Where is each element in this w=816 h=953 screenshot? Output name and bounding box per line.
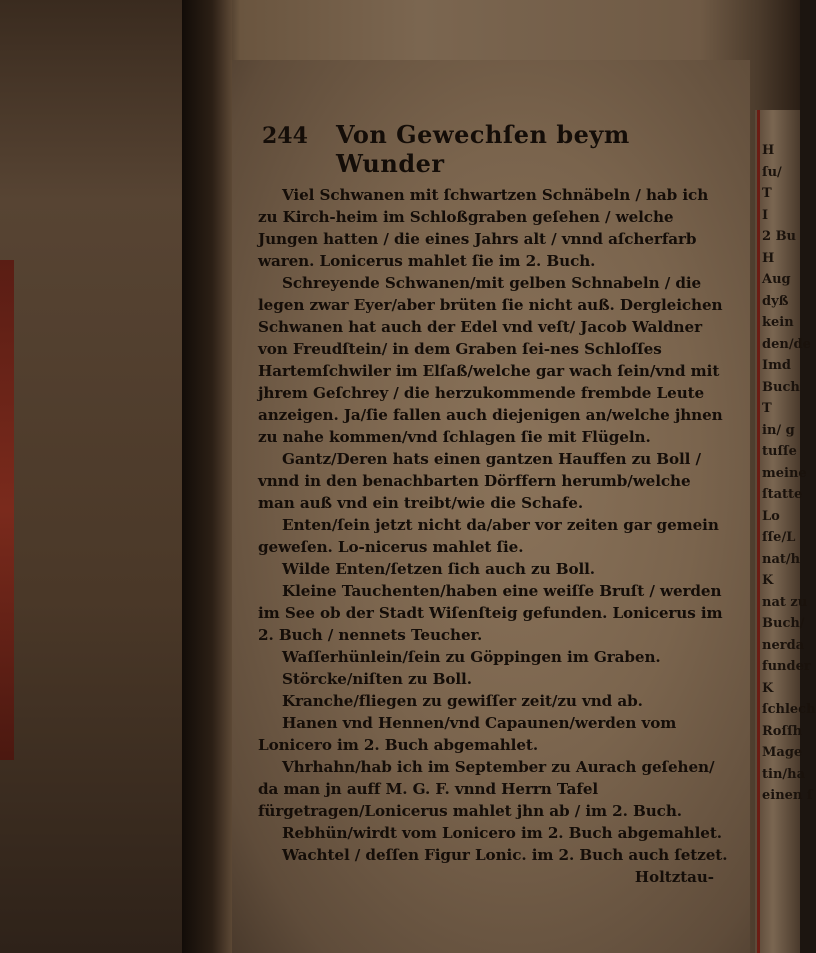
paragraph-black-swans: Viel Schwanen mit ſchwartzen Schnäbeln / hab ich zu Kirch-heim im Schloßgraben geſehen / welche Jungen hatten / die eines Jahrs alt / vnnd aſcherfarb waren. Lonicerus mahlet ſie im 2. Buch. bbox=[258, 186, 709, 270]
fragment: nat zu bbox=[762, 594, 808, 610]
running-head: Von Gewechſen beym Wunder bbox=[335, 120, 630, 178]
fragment: einen ſ bbox=[762, 788, 813, 803]
fragment: nat/h bbox=[762, 551, 801, 567]
paragraph-quail: Wachtel / deſſen Figur Lonic. im 2. Buch auch ſetzet. bbox=[282, 846, 728, 864]
paragraph-chickens: Hanen vnd Hennen/vnd Capaunen/werden vom Lonicero im 2. Buch abgemahlet. bbox=[258, 714, 677, 754]
paragraph-capercaillie: Vhrhahn/hab ich im September zu Aurach geſehen/ da man jn auff M. G. F. vnnd Herrn Tafel fürgetragen/Lonicerus mahlet jhn ab / im 2. Buch. bbox=[258, 758, 715, 820]
fragment: meine bbox=[762, 465, 807, 481]
fragment: Buch bbox=[762, 379, 800, 395]
fragment: K bbox=[762, 573, 774, 588]
fragment: Mage bbox=[762, 745, 803, 760]
fragment: tin/ha bbox=[762, 766, 806, 782]
fragment: funder bbox=[762, 659, 811, 674]
fragment: nerda bbox=[762, 637, 805, 653]
paragraph-cranes: Kranche/fliegen zu gewiſſer zeit/zu vnd ab. bbox=[282, 692, 643, 710]
fragment: dyß bbox=[762, 293, 789, 309]
fragment: Roſſh bbox=[762, 723, 803, 739]
fragment: H bbox=[762, 143, 775, 158]
catchword: Holtztau- bbox=[634, 868, 714, 886]
fragment: K bbox=[762, 680, 774, 696]
page-number: 244 bbox=[262, 123, 308, 149]
fragment: I bbox=[762, 207, 769, 223]
paragraph-storks: Störcke/niſten zu Boll. bbox=[282, 670, 472, 688]
left-page-edge bbox=[0, 0, 190, 953]
book-gutter bbox=[182, 0, 232, 953]
page-header bbox=[262, 120, 728, 178]
left-page-red-edge bbox=[0, 260, 14, 760]
paragraph-screaming-swans: Schreyende Schwanen/mit gelben Schnabeln / die legen zwar Eyer/aber brüten ſie nicht auß. Dergleichen Schwanen hat auch der Edel vnd veſt/ Jacob Waldner von Freudſtein/ in dem Graben ſei-nes Schloſſes Hartemſchwiler im Elſaß/welche gar wach ſein/vnd mit jhrem Geſchrey / die herzukommende frembde Leute anzeigen. Ja/ſie fallen auch diejenigen an/welche jhnen zu nahe kommen/vnd ſchlagen ſie mit Flügeln. bbox=[258, 274, 723, 446]
fragment: Aug bbox=[762, 272, 791, 287]
fragment: 2 Bu bbox=[762, 229, 797, 244]
fragment: ſſe/L bbox=[762, 530, 796, 545]
fragment: tuſſe bbox=[762, 444, 797, 459]
paragraph-wild-ducks: Wilde Enten/ſetzen ſich auch zu Boll. bbox=[282, 560, 595, 578]
fragment: kein bbox=[762, 315, 794, 330]
paragraph-moorhens: Waſſerhünlein/ſein zu Göppingen im Graben. bbox=[282, 648, 661, 666]
fragment: in/ g bbox=[762, 422, 795, 438]
facing-page-rule bbox=[757, 110, 760, 953]
fragment: ſtatte bbox=[762, 487, 803, 502]
fragment: Lo bbox=[762, 508, 780, 524]
fragment: ſu/ bbox=[762, 164, 782, 180]
paragraph-geese: Gantz/Deren hats einen gantzen Hauffen zu Boll / vnnd in den benachbarten Dörffern herumb/welche man auß vnd ein treibt/wie die Schafe. bbox=[258, 450, 701, 512]
fragment: Buch/ bbox=[762, 616, 805, 631]
paragraph-ducks: Enten/ſein jetzt nicht da/aber vor zeiten gar gemein geweſen. Lo-nicerus mahlet ſie. bbox=[258, 516, 719, 556]
page-text bbox=[258, 120, 728, 886]
fragment: den/de bbox=[762, 336, 811, 352]
fragment: Imd bbox=[762, 358, 791, 373]
fragment: T bbox=[762, 186, 772, 201]
paragraph-diving-ducks: Kleine Tauchenten/haben eine weiſſe Bruſt / werden im See ob der Stadt Wiſenſteig gefunden. Lonicerus im 2. Buch / nennets Teucher. bbox=[258, 582, 723, 644]
fragment: T bbox=[762, 401, 772, 416]
facing-page-fragments bbox=[762, 140, 816, 807]
fragment: ſchlech bbox=[762, 702, 816, 717]
fragment: H bbox=[762, 250, 775, 266]
paragraph-partridge: Rebhün/wirdt vom Lonicero im 2. Buch abgemahlet. bbox=[282, 824, 722, 842]
